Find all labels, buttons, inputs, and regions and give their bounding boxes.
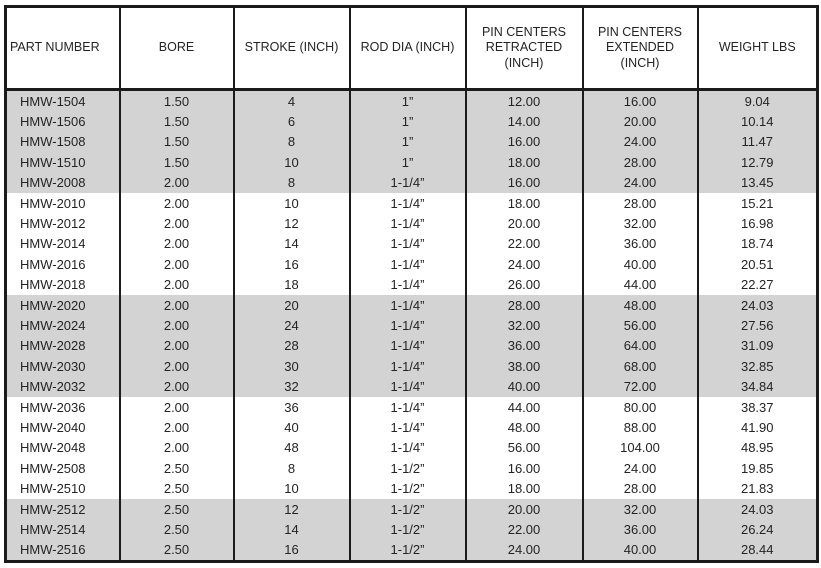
cell-rod-dia: 1-1/4”	[350, 438, 466, 458]
cell-pin-centers-retracted: 36.00	[466, 336, 583, 356]
cell-bore: 2.00	[120, 173, 234, 193]
cell-stroke: 8	[234, 458, 350, 478]
cell-stroke: 10	[234, 152, 350, 172]
cell-bore: 2.00	[120, 234, 234, 254]
table-row	[6, 315, 818, 335]
cell-pin-centers-retracted: 38.00	[466, 356, 583, 376]
cell-bore: 1.50	[120, 90, 234, 112]
cell-pin-centers-extended: 24.00	[583, 173, 698, 193]
cell-stroke: 10	[234, 193, 350, 213]
cell-weight-lbs: 24.03	[698, 499, 818, 519]
cell-pin-centers-retracted: 18.00	[466, 193, 583, 213]
cell-rod-dia: 1”	[350, 90, 466, 112]
cell-pin-centers-retracted: 56.00	[466, 438, 583, 458]
cell-pin-centers-retracted: 22.00	[466, 234, 583, 254]
cell-bore: 2.50	[120, 540, 234, 562]
cell-rod-dia: 1”	[350, 111, 466, 131]
cell-pin-centers-extended: 40.00	[583, 254, 698, 274]
cell-bore: 2.00	[120, 397, 234, 417]
cell-bore: 2.00	[120, 275, 234, 295]
column-header-pin-centers-extended: PIN CENTERS EXTENDED (INCH)	[583, 7, 698, 90]
column-header-part-number: PART NUMBER	[6, 7, 120, 90]
cell-stroke: 48	[234, 438, 350, 458]
cell-weight-lbs: 9.04	[698, 90, 818, 112]
cell-rod-dia: 1-1/4”	[350, 275, 466, 295]
cell-pin-centers-extended: 24.00	[583, 132, 698, 152]
table-row	[6, 519, 818, 539]
table-row	[6, 213, 818, 233]
cell-rod-dia: 1-1/4”	[350, 356, 466, 376]
cell-weight-lbs: 41.90	[698, 417, 818, 437]
cell-stroke: 36	[234, 397, 350, 417]
cell-pin-centers-retracted: 22.00	[466, 519, 583, 539]
cell-pin-centers-extended: 40.00	[583, 540, 698, 562]
cell-rod-dia: 1-1/4”	[350, 336, 466, 356]
table-row	[6, 376, 818, 396]
cell-weight-lbs: 32.85	[698, 356, 818, 376]
cell-rod-dia: 1-1/2”	[350, 519, 466, 539]
cell-pin-centers-extended: 32.00	[583, 499, 698, 519]
cell-pin-centers-extended: 28.00	[583, 478, 698, 498]
cell-part-number: HMW-2028	[6, 336, 120, 356]
cell-stroke: 40	[234, 417, 350, 437]
cell-bore: 2.50	[120, 499, 234, 519]
table-row	[6, 478, 818, 498]
cell-pin-centers-retracted: 16.00	[466, 132, 583, 152]
cell-pin-centers-retracted: 28.00	[466, 295, 583, 315]
cell-part-number: HMW-2008	[6, 173, 120, 193]
cell-pin-centers-extended: 104.00	[583, 438, 698, 458]
cell-stroke: 32	[234, 376, 350, 396]
table-row	[6, 397, 818, 417]
cell-pin-centers-extended: 20.00	[583, 111, 698, 131]
table-row	[6, 458, 818, 478]
cell-rod-dia: 1-1/4”	[350, 173, 466, 193]
cell-pin-centers-retracted: 26.00	[466, 275, 583, 295]
cell-stroke: 4	[234, 90, 350, 112]
cell-bore: 2.00	[120, 336, 234, 356]
cell-pin-centers-extended: 28.00	[583, 193, 698, 213]
cell-weight-lbs: 22.27	[698, 275, 818, 295]
cell-pin-centers-retracted: 48.00	[466, 417, 583, 437]
cell-pin-centers-extended: 72.00	[583, 376, 698, 396]
table-row	[6, 438, 818, 458]
cell-part-number: HMW-1508	[6, 132, 120, 152]
cell-part-number: HMW-2030	[6, 356, 120, 376]
cell-bore: 2.50	[120, 478, 234, 498]
cell-stroke: 12	[234, 213, 350, 233]
cell-stroke: 30	[234, 356, 350, 376]
cell-weight-lbs: 13.45	[698, 173, 818, 193]
cell-rod-dia: 1-1/4”	[350, 254, 466, 274]
cell-part-number: HMW-1504	[6, 90, 120, 112]
cell-part-number: HMW-2040	[6, 417, 120, 437]
table-body	[6, 90, 818, 562]
cell-bore: 2.00	[120, 193, 234, 213]
cell-pin-centers-retracted: 14.00	[466, 111, 583, 131]
cell-pin-centers-retracted: 18.00	[466, 152, 583, 172]
cell-bore: 2.00	[120, 254, 234, 274]
cell-bore: 1.50	[120, 132, 234, 152]
cell-part-number: HMW-2512	[6, 499, 120, 519]
table-row	[6, 295, 818, 315]
cell-bore: 1.50	[120, 111, 234, 131]
cell-stroke: 8	[234, 132, 350, 152]
cell-weight-lbs: 26.24	[698, 519, 818, 539]
cell-rod-dia: 1-1/4”	[350, 295, 466, 315]
cell-part-number: HMW-1510	[6, 152, 120, 172]
cell-stroke: 24	[234, 315, 350, 335]
table-row	[6, 275, 818, 295]
cell-pin-centers-retracted: 16.00	[466, 458, 583, 478]
cell-bore: 2.00	[120, 315, 234, 335]
table-row	[6, 152, 818, 172]
cell-part-number: HMW-2012	[6, 213, 120, 233]
cell-part-number: HMW-2014	[6, 234, 120, 254]
cell-rod-dia: 1”	[350, 152, 466, 172]
cell-bore: 2.00	[120, 438, 234, 458]
table-row	[6, 193, 818, 213]
column-header-bore: BORE	[120, 7, 234, 90]
cell-pin-centers-extended: 32.00	[583, 213, 698, 233]
cell-stroke: 14	[234, 234, 350, 254]
cell-weight-lbs: 24.03	[698, 295, 818, 315]
table-row	[6, 417, 818, 437]
cell-stroke: 28	[234, 336, 350, 356]
cell-pin-centers-retracted: 12.00	[466, 90, 583, 112]
cell-pin-centers-extended: 56.00	[583, 315, 698, 335]
cell-stroke: 6	[234, 111, 350, 131]
cell-rod-dia: 1-1/4”	[350, 193, 466, 213]
cell-pin-centers-extended: 16.00	[583, 90, 698, 112]
cell-weight-lbs: 21.83	[698, 478, 818, 498]
cell-weight-lbs: 48.95	[698, 438, 818, 458]
cell-pin-centers-extended: 44.00	[583, 275, 698, 295]
cell-pin-centers-retracted: 20.00	[466, 499, 583, 519]
cell-bore: 2.00	[120, 295, 234, 315]
column-header-pin-centers-retracted: PIN CENTERS RETRACTED (INCH)	[466, 7, 583, 90]
cell-pin-centers-retracted: 18.00	[466, 478, 583, 498]
cell-pin-centers-retracted: 24.00	[466, 254, 583, 274]
cell-pin-centers-extended: 88.00	[583, 417, 698, 437]
table-header	[6, 7, 818, 90]
cell-weight-lbs: 27.56	[698, 315, 818, 335]
cell-pin-centers-extended: 64.00	[583, 336, 698, 356]
cell-pin-centers-extended: 36.00	[583, 234, 698, 254]
cell-part-number: HMW-2048	[6, 438, 120, 458]
cell-pin-centers-extended: 36.00	[583, 519, 698, 539]
cell-weight-lbs: 34.84	[698, 376, 818, 396]
cell-pin-centers-extended: 28.00	[583, 152, 698, 172]
table-row	[6, 540, 818, 562]
cell-rod-dia: 1-1/4”	[350, 213, 466, 233]
cell-pin-centers-retracted: 24.00	[466, 540, 583, 562]
cell-pin-centers-retracted: 16.00	[466, 173, 583, 193]
cell-rod-dia: 1”	[350, 132, 466, 152]
cell-bore: 1.50	[120, 152, 234, 172]
cell-part-number: HMW-2036	[6, 397, 120, 417]
cell-rod-dia: 1-1/2”	[350, 458, 466, 478]
cell-part-number: HMW-2020	[6, 295, 120, 315]
cell-pin-centers-retracted: 44.00	[466, 397, 583, 417]
cell-stroke: 16	[234, 254, 350, 274]
column-header-stroke: STROKE (INCH)	[234, 7, 350, 90]
cell-rod-dia: 1-1/2”	[350, 499, 466, 519]
cell-pin-centers-retracted: 20.00	[466, 213, 583, 233]
cell-stroke: 10	[234, 478, 350, 498]
table-row	[6, 132, 818, 152]
cell-bore: 2.00	[120, 356, 234, 376]
cell-stroke: 14	[234, 519, 350, 539]
cell-pin-centers-extended: 24.00	[583, 458, 698, 478]
cell-bore: 2.00	[120, 213, 234, 233]
cell-rod-dia: 1-1/4”	[350, 376, 466, 396]
cell-weight-lbs: 20.51	[698, 254, 818, 274]
cell-part-number: HMW-2514	[6, 519, 120, 539]
column-header-weight-lbs: WEIGHT LBS	[698, 7, 818, 90]
cell-pin-centers-retracted: 40.00	[466, 376, 583, 396]
cell-part-number: HMW-2018	[6, 275, 120, 295]
cell-stroke: 18	[234, 275, 350, 295]
cell-part-number: HMW-2010	[6, 193, 120, 213]
table-row	[6, 499, 818, 519]
cell-pin-centers-extended: 48.00	[583, 295, 698, 315]
cell-bore: 2.00	[120, 376, 234, 396]
cell-pin-centers-extended: 68.00	[583, 356, 698, 376]
cell-weight-lbs: 31.09	[698, 336, 818, 356]
table-row	[6, 90, 818, 112]
table-row	[6, 173, 818, 193]
cell-stroke: 8	[234, 173, 350, 193]
cell-weight-lbs: 15.21	[698, 193, 818, 213]
cell-bore: 2.00	[120, 417, 234, 437]
cell-bore: 2.50	[120, 458, 234, 478]
cell-pin-centers-retracted: 32.00	[466, 315, 583, 335]
table-row	[6, 111, 818, 131]
table-row	[6, 234, 818, 254]
cell-weight-lbs: 18.74	[698, 234, 818, 254]
cell-pin-centers-extended: 80.00	[583, 397, 698, 417]
cell-stroke: 16	[234, 540, 350, 562]
cell-stroke: 20	[234, 295, 350, 315]
cell-rod-dia: 1-1/2”	[350, 540, 466, 562]
cell-weight-lbs: 38.37	[698, 397, 818, 417]
table-row	[6, 336, 818, 356]
cell-weight-lbs: 28.44	[698, 540, 818, 562]
cell-rod-dia: 1-1/4”	[350, 397, 466, 417]
cell-part-number: HMW-2024	[6, 315, 120, 335]
cell-weight-lbs: 11.47	[698, 132, 818, 152]
table-row	[6, 254, 818, 274]
cell-weight-lbs: 19.85	[698, 458, 818, 478]
column-header-rod-dia: ROD DIA (INCH)	[350, 7, 466, 90]
cell-weight-lbs: 12.79	[698, 152, 818, 172]
cell-rod-dia: 1-1/4”	[350, 234, 466, 254]
cell-rod-dia: 1-1/2”	[350, 478, 466, 498]
cell-part-number: HMW-2508	[6, 458, 120, 478]
cell-part-number: HMW-2016	[6, 254, 120, 274]
cell-part-number: HMW-2032	[6, 376, 120, 396]
cell-rod-dia: 1-1/4”	[350, 315, 466, 335]
cell-part-number: HMW-2516	[6, 540, 120, 562]
table-row	[6, 356, 818, 376]
cylinder-spec-table	[4, 5, 819, 563]
cell-stroke: 12	[234, 499, 350, 519]
cell-bore: 2.50	[120, 519, 234, 539]
cell-part-number: HMW-1506	[6, 111, 120, 131]
cell-rod-dia: 1-1/4”	[350, 417, 466, 437]
cell-weight-lbs: 16.98	[698, 213, 818, 233]
cell-part-number: HMW-2510	[6, 478, 120, 498]
header-row	[6, 7, 818, 90]
cell-weight-lbs: 10.14	[698, 111, 818, 131]
